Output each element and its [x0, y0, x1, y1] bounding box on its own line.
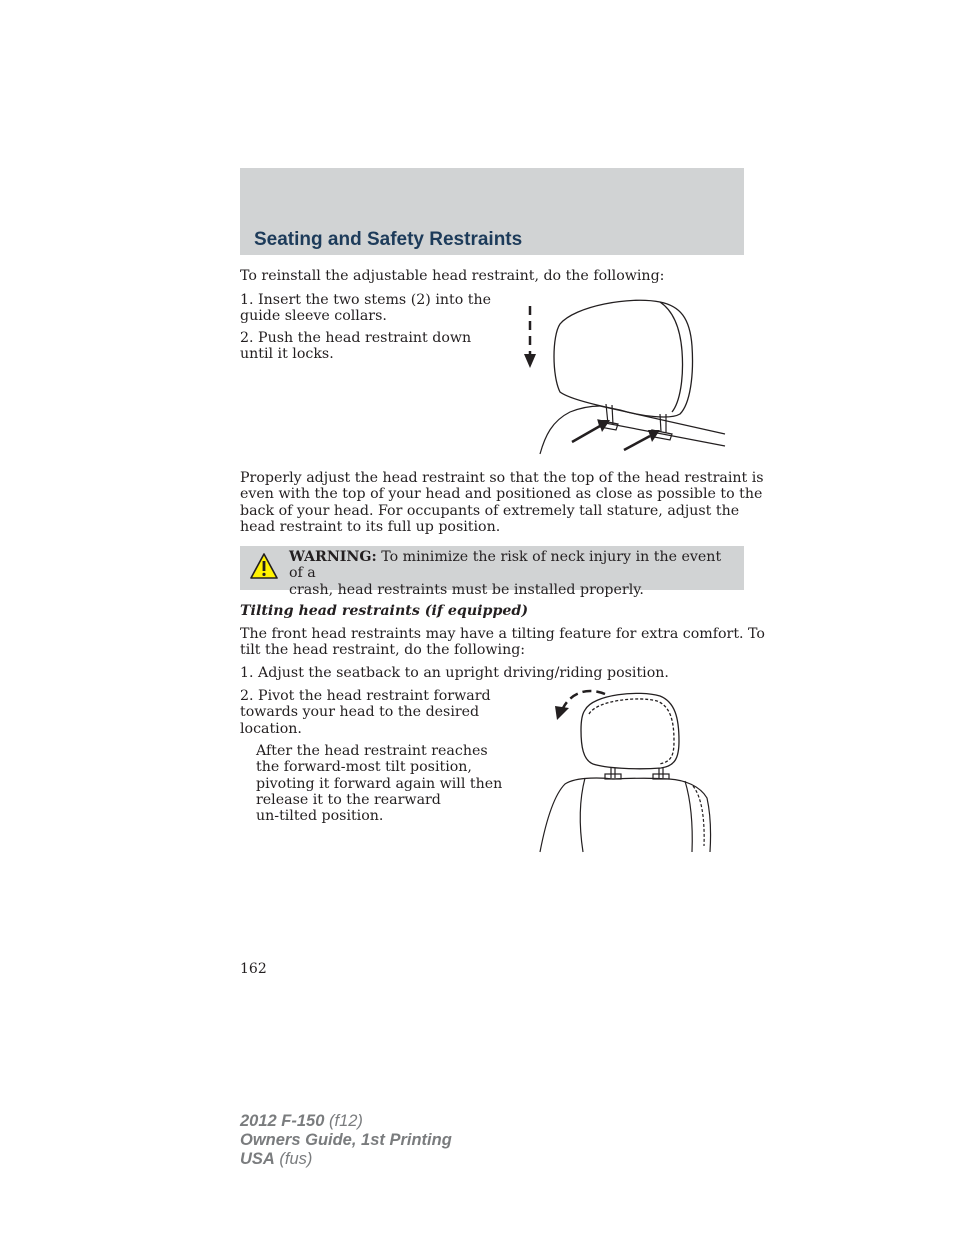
adjust-line: back of your head. For occupants of extremely tall stature, adjust the: [240, 502, 740, 519]
warning-line-2: crash, head restraints must be installed properly.: [289, 581, 644, 598]
page-number: 162: [240, 961, 267, 977]
reinstall-step-2-line-2: until it locks.: [240, 346, 334, 363]
tilting-note-line: un-tilted position.: [256, 808, 384, 825]
down-arrow-icon: [524, 306, 536, 368]
reinstall-step-1-line-1: 1. Insert the two stems (2) into the: [240, 292, 491, 308]
adjust-paragraph: [240, 470, 764, 535]
footer-region-code: (fus): [274, 1150, 313, 1168]
tilting-step-2-line: 2. Pivot the head restraint forward: [240, 688, 491, 704]
warning-line-1: To minimize the risk of neck injury in the event of a: [289, 549, 722, 582]
tilting-intro-line: tilt the head restraint, do the following:: [240, 642, 526, 659]
tilting-step-1: 1. Adjust the seatback to an upright driving/riding position.: [240, 665, 669, 681]
adjust-line: head restraint to its full up position.: [240, 518, 501, 535]
head-restraint-shape: [554, 300, 693, 417]
tilting-step-2-line: towards your head to the desired: [240, 704, 480, 721]
warning-box: [240, 546, 744, 598]
tilting-note-line: pivoting it forward again will then: [256, 775, 503, 792]
reinstall-step-2: [240, 330, 471, 363]
tilting-note-line: the forward-most tilt position,: [256, 759, 472, 776]
warning-triangle-icon: [250, 552, 278, 580]
tilting-note: [256, 743, 502, 824]
tilting-subheading: Tilting head restraints (if equipped): [240, 603, 529, 619]
section-header-band: [240, 168, 744, 255]
tilting-step-2-line: location.: [240, 720, 302, 737]
reinstall-intro: To reinstall the adjustable head restraint, do the following:: [240, 268, 665, 284]
warning-label: WARNING:: [289, 549, 377, 565]
document-footer: [240, 1112, 452, 1169]
footer-model: 2012 F-150: [240, 1112, 325, 1130]
adjust-line: even with the top of your head and positioned as close as possible to the: [240, 486, 763, 503]
seat-back-outline: [540, 778, 711, 852]
tilting-intro-line: The front head restraints may have a tilting feature for extra comfort. To: [240, 626, 765, 642]
tilting-note-line: release it to the rearward: [256, 791, 441, 808]
reinstall-step-1-line-2: guide sleeve collars.: [240, 308, 387, 325]
tilting-step-2: [240, 688, 491, 737]
head-restraint-shape: [581, 693, 679, 768]
tilting-note-line: After the head restraint reaches: [256, 743, 488, 759]
section-title: Seating and Safety Restraints: [254, 229, 523, 250]
stems: [605, 768, 669, 779]
adjust-line: Properly adjust the head restraint so that the top of the head restraint is: [240, 470, 764, 486]
reinstall-step-1: [240, 292, 491, 325]
curved-arrow-icon: [555, 691, 605, 720]
warning-text: [289, 549, 739, 598]
footer-model-code: (f12): [324, 1112, 363, 1130]
reinstall-step-2-line-1: 2. Push the head restraint down: [240, 330, 472, 346]
footer-region: USA: [240, 1150, 275, 1168]
tilting-intro: [240, 626, 765, 659]
head-restraint-tilt-illustration: [535, 686, 715, 854]
footer-guide: Owners Guide, 1st Printing: [240, 1131, 452, 1149]
head-restraint-install-illustration: [520, 296, 730, 456]
